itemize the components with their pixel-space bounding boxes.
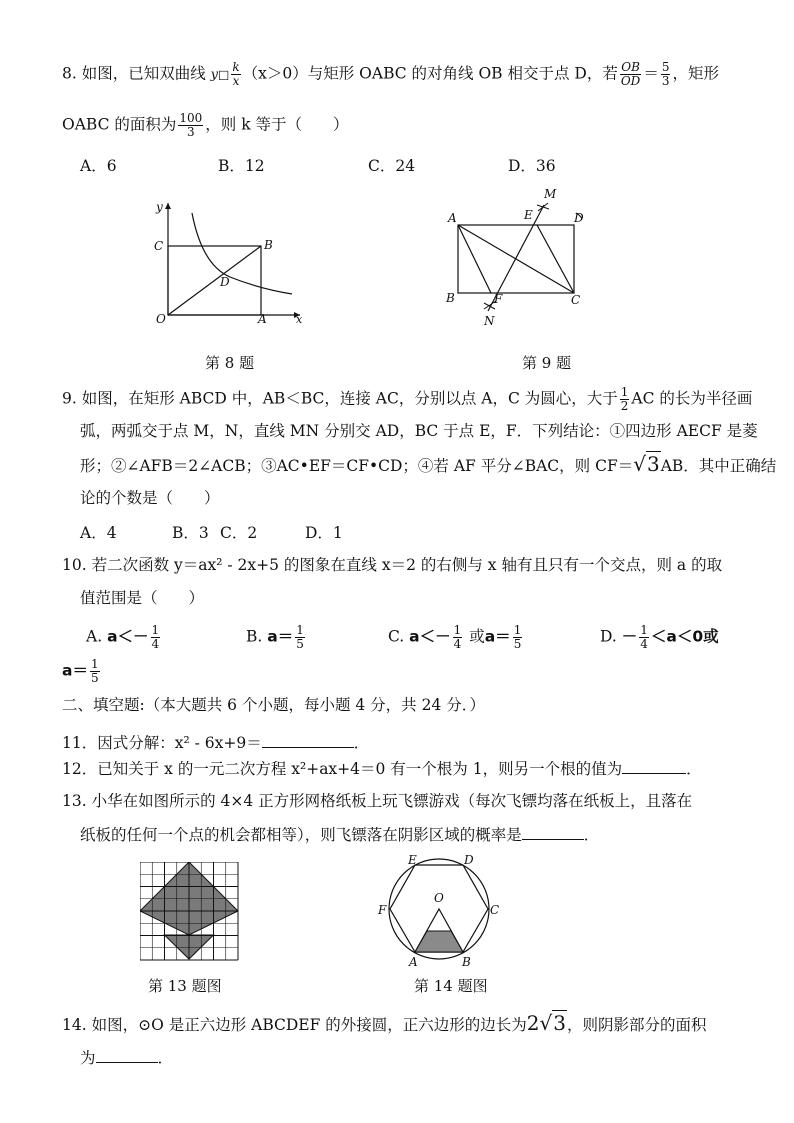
fig14-label-c: C <box>490 903 500 917</box>
fig9-label-b: B <box>446 291 455 305</box>
q10-a-fraction: $\frac{1}{4}$ <box>151 623 160 651</box>
ratio-fraction: $\frac{OB}{OD}$ <box>620 60 641 88</box>
fig8-label-o: O <box>156 312 166 326</box>
q10-option-c: C. a＜－ $\frac{1}{4}$ 或a＝ $\frac{1}{5}$ <box>388 623 522 651</box>
q10-option-d-cont: a＝ $\frac{1}{5}$ <box>62 657 99 685</box>
fig9-label-d: D <box>574 211 584 225</box>
q14-line2: 为 ． <box>80 1046 173 1069</box>
fig8-label-d: D <box>220 275 230 289</box>
fig14-label-d: D <box>464 855 474 867</box>
q8-line1: 8. 如图，已知双曲线 y□ $\frac{k}{x}$ （x＞0）与矩形 OABC 的对角线 OB 相交于点 D，若 $\frac{OB}{OD}$ ＝ $\frac{5}{3}$ ，矩形 <box>62 60 719 88</box>
fig8-label-a: A <box>258 312 267 326</box>
fig9-label-m: M <box>544 187 557 201</box>
fig14-label-a: A <box>409 955 418 969</box>
q14-answer-blank[interactable] <box>96 1046 158 1063</box>
q12-answer-blank[interactable] <box>622 757 686 774</box>
q10-b-fraction: $\frac{1}{5}$ <box>296 623 304 651</box>
q13-line2: 纸板的任何一个点的机会都相等），则飞镖落在阴影区域的概率是 ． <box>80 823 599 846</box>
q10-c-fraction2: $\frac{1}{5}$ <box>513 623 522 651</box>
hyperbola-fraction: $\frac{k}{x}$ <box>232 60 240 88</box>
q10-line2: 值范围是（ ） <box>80 589 205 607</box>
fig8-label-b: B <box>264 238 273 252</box>
q9-option-b: B．3 <box>172 524 209 542</box>
fig14-label-f: F <box>378 903 387 917</box>
q8-option-d: D．36 <box>508 157 556 175</box>
q14-line1: 14. 如图，⊙O 是正六边形 ABCDEF 的外接圆，正六边形的边长为2√3，则阴影部分的面积 <box>62 1011 707 1035</box>
fig9-label-n: N <box>484 314 495 328</box>
q9-line1: 9. 如图，在矩形 ABCD 中，AB＜BC，连接 AC，分别以点 A，C 为圆心，大于 $\frac{1}{2}$ AC 的长为半径画 <box>62 385 753 413</box>
q9-line2: 弧，两弧交于点 M，N，直线 MN 分别交 AD，BC 于点 E，F．下列结论：①四边形 AECF 是菱 <box>80 422 758 440</box>
fig9-label-a: A <box>448 211 457 225</box>
q14-sqrt: 2√3 <box>526 1011 567 1035</box>
q13-answer-blank[interactable] <box>522 823 584 840</box>
q11-line: 11．因式分解：x² - 6x+9＝ ． <box>62 731 369 754</box>
fig8-label-x: x <box>296 313 303 326</box>
q9-line4: 论的个数是（ ） <box>80 489 220 507</box>
sqrt-symbol: √3 <box>633 452 660 476</box>
q10-option-d: D. － $\frac{1}{4}$ ＜a＜0或 <box>600 623 719 651</box>
q13-line1: 13. 小华在如图所示的 4×4 正方形网格纸板上玩飞镖游戏（每次飞镖均落在纸板上，且落在 <box>62 792 693 810</box>
q8-line2: OABC 的面积为 $\frac{100}{3}$ ，则 k 等于（ ） <box>62 111 349 139</box>
area-fraction: $\frac{100}{3}$ <box>179 111 203 139</box>
q9-option-c: C．2 <box>220 524 258 542</box>
q9-figure <box>440 185 600 330</box>
fig9-label-e: E <box>524 208 533 222</box>
fig8-label-c: C <box>154 239 164 253</box>
q8-figure <box>140 195 320 335</box>
q14-caption: 第 14 题图 <box>414 977 488 995</box>
q12-line: 12．已知关于 x 的一元二次方程 x²+ax+4＝0 有一个根为 1，则另一个根的值为 ． <box>62 757 702 780</box>
fig14-label-e: E <box>408 855 417 867</box>
q9-line3: 形；②∠AFB＝2∠ACB；③AC•EF＝CF•CD；④若 AF 平分∠BAC，则 CF＝√3AB．其中正确结 <box>80 452 777 476</box>
q10-option-b: B. a＝ $\frac{1}{5}$ <box>246 623 304 651</box>
q10-d-fraction: $\frac{1}{4}$ <box>640 623 648 651</box>
q8-caption: 第 8 题 <box>205 354 255 372</box>
q8-option-a: A．6 <box>80 157 117 175</box>
fig9-label-c: C <box>571 293 581 307</box>
fig9-label-f: F <box>494 292 503 306</box>
q9-option-a: A．4 <box>80 524 117 542</box>
q10-option-a: A. a＜－ $\frac{1}{4}$ <box>86 623 160 651</box>
q10-c-fraction1: $\frac{1}{4}$ <box>453 623 462 651</box>
q10-d-fraction2: $\frac{1}{5}$ <box>90 657 99 685</box>
q13-caption: 第 13 题图 <box>148 977 222 995</box>
q14-hexagon-figure <box>376 855 506 970</box>
half-fraction: $\frac{1}{2}$ <box>620 385 629 413</box>
ratio-value: $\frac{5}{3}$ <box>661 60 670 88</box>
q13-grid-figure <box>140 862 240 962</box>
q8-option-c: C．24 <box>368 157 416 175</box>
fig14-label-b: B <box>462 955 471 969</box>
q9-caption: 第 9 题 <box>522 354 572 372</box>
q11-answer-blank[interactable] <box>262 731 354 748</box>
fig8-label-y: y <box>156 200 163 214</box>
q9-option-d: D．1 <box>305 524 343 542</box>
q10-line1: 10. 若二次函数 y＝ax² - 2x+5 的图象在直线 x＝2 的右侧与 x 轴有且只有一个交点，则 a 的取 <box>62 556 723 574</box>
section2-heading: 二、填空题:（本大题共 6 个小题，每小题 4 分，共 24 分．） <box>62 696 485 714</box>
fig14-label-o: O <box>434 891 444 905</box>
q8-option-b: B．12 <box>218 157 265 175</box>
